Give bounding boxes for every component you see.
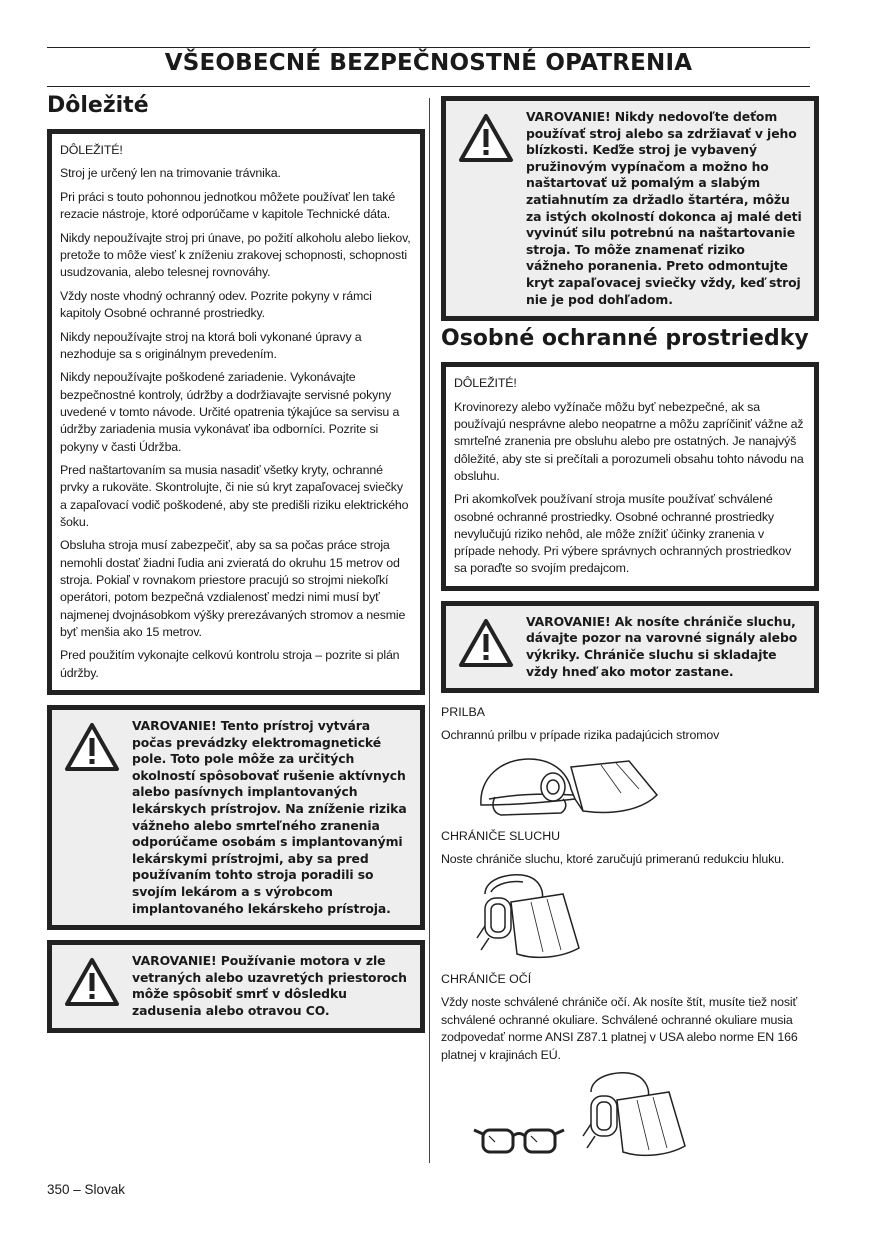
warning-box-hearing <box>441 601 819 693</box>
page-footer: 350 – Slovak <box>47 1182 126 1197</box>
note-paragraph: Pred použitím vykonajte celkovú kontrolu stroja – pozrite si plán údržby. <box>60 648 400 680</box>
helmet-label: PRILBA <box>441 705 486 720</box>
warning-triangle-icon <box>446 614 526 680</box>
note-paragraph: Pred naštartovaním sa musia nasadiť všetky kryty, ochranné prvky a rukoväte. Skontrolujte, či nie sú kryt zapaľovacej sviečky a zapaľovací vodič poškodené, aby ste predišli riziku elektrického šoku. <box>60 463 409 529</box>
section-heading-dolezite: Dôležité <box>47 93 149 118</box>
important-note-box <box>441 362 819 591</box>
hearing-label: CHRÁNIČE SLUCHU <box>441 828 561 843</box>
helmet-illustration <box>471 753 819 819</box>
note-paragraph: Pri akomkoľvek používaní stroja musíte používať schválené osobné ochranné prostriedky. Osobné ochranné prostriedky nevylučujú riziko nehôd, ale môže znížiť účinky zranenia v prípade nehody. Pri výbere správnych ochranných prostriedkov sa poraďte so svojím predajcom. <box>454 492 792 576</box>
face-shield-icon <box>577 1070 697 1160</box>
note-paragraph: Stroj je určený len na trimovanie trávnika. <box>60 166 281 181</box>
helmet-section <box>441 703 819 819</box>
eye-section <box>441 970 819 1160</box>
warning-box-emf <box>47 705 425 930</box>
right-column <box>441 96 819 1160</box>
warning-text: VAROVANIE! Nikdy nedovoľte deťom používať stroj alebo sa zdržiavať v jeho blízkosti. Keďže stroj je vybavený pružinovým vypínačom a možno ho naštartovať už pomalým a slabým zatiahnutím za držadlo štartéra, môžu za istých okolností dokonca aj malé deti vyvinúť silu potrebnú na naštartovanie stroja. To môže znamenať riziko vážneho poranenia. Preto odmontujte kryt zapaľovacej sviečky vždy, keď stroj nie je pod dohľadom. <box>526 109 802 307</box>
hearing-text: Noste chrániče sluchu, ktoré zaručujú primeranú redukciu hluku. <box>441 851 785 866</box>
helmet-text: Ochrannú prilbu v prípade rizika padajúcich stromov <box>441 728 720 743</box>
important-note-box <box>47 129 425 695</box>
warning-triangle-icon <box>446 109 526 308</box>
section-heading-ppe: Osobné ochranné prostriedky <box>441 326 809 352</box>
note-label: DÔLEŽITÉ! <box>454 376 517 391</box>
page-title: VŠEOBECNÉ BEZPEČNOSTNÉ OPATRENIA <box>164 50 693 76</box>
note-paragraph: Krovinorezy alebo vyžínače môžu byť nebezpečné, ak sa používajú nesprávne alebo neopatrne a môžu zapríčiniť vážne až smrteľné zranenia pre obsluhu alebo pre ostatných. Je nanajvýš dôležité, aby ste si prečítali a porozumeli obsahu tohto návodu na obsluhu. <box>454 399 804 483</box>
warning-text: VAROVANIE! Ak nosíte chrániče sluchu, dávajte pozor na varovné signály alebo výkriky. Chrániče sluchu si skladajte vždy hneď ako motor zastane. <box>526 613 798 679</box>
note-paragraph: Pri práci s touto pohonnou jednotkou môžete používať len také rezacie nástroje, ktoré odporúčame v kapitole Technické dáta. <box>60 189 396 222</box>
warning-triangle-icon <box>52 953 132 1019</box>
eye-text: Vždy noste schválené chrániče očí. Ak nosíte štít, musíte tiež nosiť schválené ochranné okuliare. Schválené ochranné okuliare musia zodpovedať norme ANSI Z87.1 platnej v USA alebo norme EN 166 platnej v krajinách EÚ. <box>441 995 798 1062</box>
eye-label: CHRÁNIČE OČÍ <box>441 972 532 987</box>
warning-box-co <box>47 940 425 1032</box>
eye-protection-illustrations <box>471 1070 819 1160</box>
hearing-section <box>441 827 819 963</box>
safety-glasses-icon <box>471 1120 567 1160</box>
column-divider <box>429 98 430 1163</box>
warning-box-children <box>441 96 819 321</box>
hearing-protector-illustration <box>471 872 819 962</box>
note-paragraph: Nikdy nepoužívajte poškodené zariadenie. Vykonávajte bezpečnostné kontroly, údržby a dodržiavajte servisné pokyny uvedené v tomto návode. Určité opatrenia týkajúce sa servisu a údržby zariadenia musia vykonávať iba odborníci. Pozrite si pokyny v časti Údržba. <box>60 370 400 454</box>
note-paragraph: Vždy noste vhodný ochranný odev. Pozrite pokyny v rámci kapitoly Osobné ochranné prostriedky. <box>60 288 372 321</box>
top-rule <box>47 47 810 48</box>
note-paragraph: Nikdy nepoužívajte stroj pri únave, po požití alkoholu alebo liekov, pretože to môže viesť k zníženiu zrakovej schopnosti, schopnosti usudzovania, alebo telesnej rovnováhy. <box>60 230 411 280</box>
warning-text: VAROVANIE! Tento prístroj vytvára počas prevádzky elektromagnetické pole. Toto pole môže za určitých okolností spôsobovať rušenie aktívnych alebo pasívnych implantovaných lekárskych prístrojov. Na zníženie rizika vážneho alebo smrteľného zranenia odporúčame osobám s implantovanými lekárskymi prístrojmi, aby sa pred používaním tohto stroja poradili so svojím lekárom a s výrobcom implantovaného lekárskeho prístroja. <box>132 718 407 916</box>
note-paragraph: Nikdy nepoužívajte stroj na ktorá boli vykonané úpravy a nezhoduje sa s originálnym prevedením. <box>60 329 362 361</box>
warning-text: VAROVANIE! Používanie motora v zle vetraných alebo uzavretých priestoroch môže spôsobiť smrť v dôsledku zadusenia alebo otravou CO. <box>132 953 407 1018</box>
warning-triangle-icon <box>52 718 132 917</box>
title-underline <box>47 86 810 87</box>
note-label: DÔLEŽITÉ! <box>60 143 123 157</box>
left-column <box>47 92 425 1033</box>
note-paragraph: Obsluha stroja musí zabezpečiť, aby sa sa počas práce stroja nemohli dostať žiadni ľudia ani zvieratá do okruhu 15 metrov od stroja. Pokiaľ v rovnakom priestore pracujú so strojmi niekoľkí operátori, potom bezpečná vzdialenosť medzi nimi musí byť najmenej dvojnásobkom výšky prerezávaných stromov a nesmie byť menšia ako 15 metrov. <box>60 538 406 639</box>
